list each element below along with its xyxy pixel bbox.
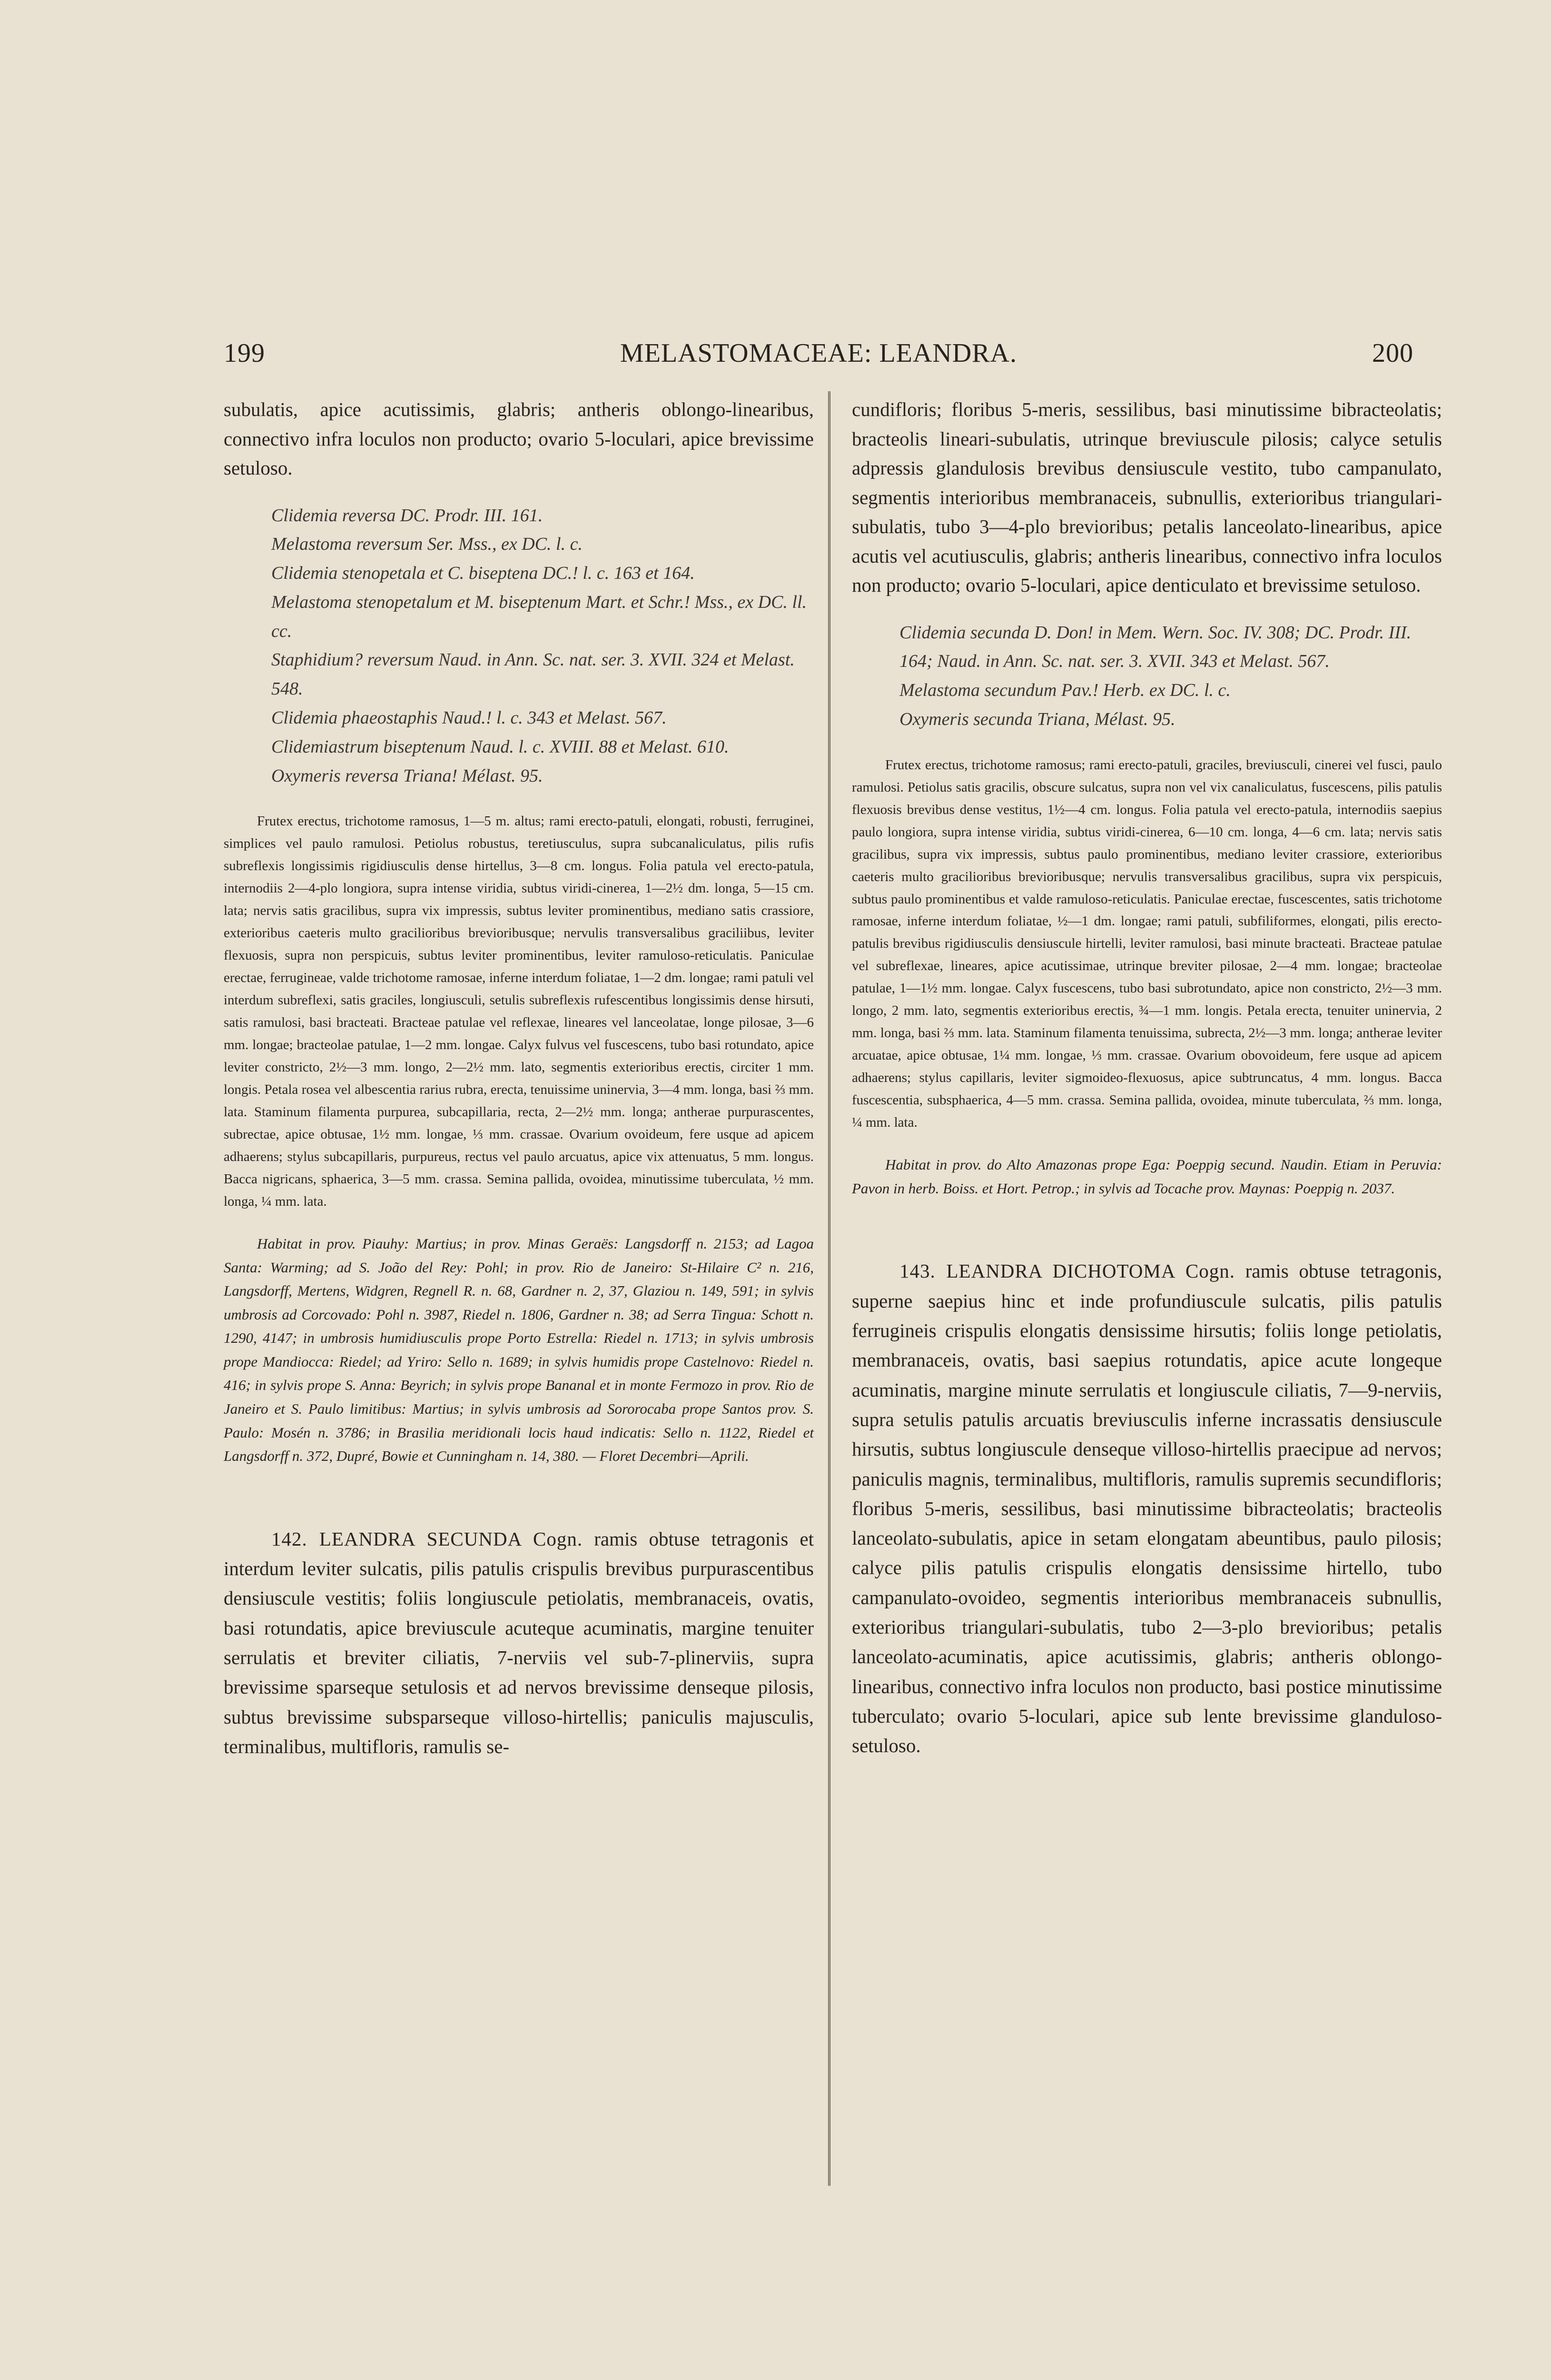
right-synonymy (852, 618, 1442, 734)
synonym: Melastoma secundum Pav.! Herb. ex DC. l. c. (899, 680, 1231, 701)
page-number-right: 200 (1372, 338, 1413, 368)
species-143-heading: 143. LEANDRA DICHOTOMA Cogn. (899, 1260, 1235, 1282)
species-142-diagnosis: ramis obtuse tetragonis et interdum leviter sulcatis, pilis patulis crispulis brevibus purpurascentibus densiuscule vestitis; foliis longiuscule petiolatis, membranaceis, ovatis, basi rotundatis, apice breviuscule acuteque acuminatis, margine tenuiter serrulatis et breviter ciliatis, 7-nerviis vel sub-7-plinerviis, supra brevissime sparseque setulosis et ad nervos brevissime denseque pilosis, subtus brevissime subsparseque villoso-hirtellis; paniculis majusculis, terminalibus, multifloris, ramulis se- (224, 1527, 814, 1758)
synonym: Staphidium? reversum Naud. in Ann. Sc. nat. ser. 3. XVII. 324 et Melast. 548. (271, 650, 795, 699)
synonym: Oxymeris secunda Triana, Mélast. 95. (899, 709, 1176, 729)
left-column (224, 395, 814, 1761)
synonym: Clidemia stenopetala et C. biseptena DC.! l. c. 163 et 164. (271, 563, 695, 584)
column-divider (828, 391, 830, 2186)
synonym: Melastoma stenopetalum et M. biseptenum Mart. et Schr.! Mss., ex DC. ll. cc. (271, 592, 807, 641)
synonym: Clidemia secunda D. Don! in Mem. Wern. Soc. IV. 308; DC. Prodr. III. 164; Naud. in Ann. Sc. nat. ser. 3. XVII. 343 et Melast. 567. (899, 622, 1412, 672)
synonym: Clidemia phaeostaphis Naud.! l. c. 343 et Melast. 567. (271, 708, 667, 728)
species-143 (852, 1256, 1442, 1760)
right-intro-text: cundifloris; floribus 5-meris, sessilibus, basi minutissime bibracteolatis; bracteolis lineari-subulatis, utrinque breviuscule pilosis; calyce setulis adpressis glandulosis brevibus densiuscule vestito, tubo campanulato, segmentis interioribus membranaceis, subnullis, exterioribus triangulari-subulatis, tubo 3—4-plo brevioribus; petalis lanceolato-linearibus, apice acutis vel acutiusculis, glabris; antheris linearibus, connectivo infra loculos non producto; ovario 5-loculari, apice denticulato et brevissime setuloso. (852, 398, 1442, 596)
left-intro-text: subulatis, apice acutissimis, glabris; antheris oblongo-linearibus, connectivo infra loculos non producto; ovario 5-loculari, apice brevissime setuloso. (224, 398, 814, 479)
left-description: Frutex erectus, trichotome ramosus, 1—5 m. altus; rami erecto-patuli, elongati, robusti, ferruginei, simplices vel paulo ramulosi. Petiolus robustus, teretiusculus, supra subcanaliculatus, pilis rufis subreflexis longissimis rigidiusculis dense hirtellus, 3—8 cm. longus. Folia patula vel erecto-patula, internodiis 2—4-plo longiora, supra intense viridia, subtus viridi-cinerea, 1—2½ dm. longa, 5—15 cm. lata; nervis satis gracilibus, supra vix impressis, subtus leviter prominentibus, mediano satis crassiore, exterioribus caeteris multo gracilioribus brevioribusque; nervulis transversalibus graciliibus, leviter flexuosis, supra non perspicuis, subtus leviter prominentibus, leviter ramuloso-reticulatis. Paniculae erectae, ferrugineae, valde trichotome ramosae, inferne interdum foliatae, 1—2 dm. longae; rami patuli vel interdum subreflexi, satis graciles, longiusculi, setulis subreflexis rufescentibus longissimis dense hirsuti, satis ramulosi, basi bracteati. Bracteae patulae vel reflexae, lineares vel lanceolatae, longe pilosae, 3—6 mm. longae; bracteolae patulae, 1—2 mm. longae. Calyx fulvus vel fuscescens, tubo basi rotundato, apice leviter constricto, 2½—3 mm. longo, 2—2½ mm. lato, segmentis exterioribus erectis, circiter 1 mm. longis. Petala rosea vel albescentia rarius rubra, erecta, tenuissime uninervia, 3—4 mm. longa, basi ⅔ mm. lata. Staminum filamenta purpurea, subcapillaria, recta, 2—2½ mm. longa; antherae purpurascentes, subrectae, apice obtusae, 1½ mm. longae, ⅓ mm. crassae. Ovarium ovoideum, fere usque ad apicem adhaerens; stylus subcapillaris, purpureus, rectus vel paulo arcuatus, apice vix attenuatus, 5 mm. longus. Bacca nigricans, sphaerica, 3—5 mm. crassa. Semina pallida, ovoidea, minutissime tuberculata, ½ mm. longa, ¼ mm. lata. (224, 813, 814, 1209)
right-habitat: Habitat in prov. do Alto Amazonas prope Ega: Poeppig secund. Naudin. Etiam in Peruvia: Pavon in herb. Boiss. et Hort. Petrop.; in sylvis ad Tocache prov. Maynas: Poeppig n. 2037. (852, 1156, 1442, 1197)
synonym: Clidemiastrum biseptenum Naud. l. c. XVIII. 88 et Melast. 610. (271, 736, 729, 757)
species-143-diagnosis: ramis obtuse tetragonis, superne saepius hinc et inde profundiuscule sulcatis, pilis patulis ferrugineis crispulis elongatis densissime hirsutis; foliis longe petiolatis, membranaceis, ovatis, basi saepius rotundatis, apice acute longeque acuminatis, margine minute serrulatis et longiuscule ciliatis, 7—9-nerviis, supra setulis patulis arcuatis breviusculis inferne incrassatis densiuscule hirsutis, subtus longiuscule denseque villoso-hirtellis praecipue ad nervos; paniculis magnis, terminalibus, multifloris, ramulis supremis secundifloris; floribus 5-meris, sessilibus, basi minutissime bibracteolatis; bracteolis lanceolato-subulatis, apice in setam elongatam abeuntibus, paulo pilosis; calyce pilis patulis crispulis elongatis densissime hirtello, tubo campanulato-ovoideo, segmentis interioribus membranaceis subnullis, exterioribus triangulari-subulatis, tubo 2—3-plo brevioribus; petalis lanceolato-acuminatis, apice acutissimis, glabris; antheris oblongo-linearibus, connectivo infra loculos non producto, basi postice minutissime tuberculato; ovario 5-loculari, apice sub lente brevissime glanduloso-setuloso. (852, 1260, 1442, 1757)
running-header (224, 338, 1413, 376)
left-habitat: Habitat in prov. Piauhy: Martius; in prov. Minas Geraës: Langsdorff n. 2153; ad Lagoa Santa: Warming; ad S. João del Rey: Pohl; in prov. Rio de Janeiro: St-Hilaire C² n. 216, Langsdorff, Mertens, Widgren, Regnell R. n. 68, Gardner n. 2, 37, Glaziou n. 149, 591; in sylvis umbrosis ad Corcovado: Pohl n. 3987, Riedel n. 1806, Gardner n. 38; ad Serra Tingua: Schott n. 1290, 4147; in umbrosis humidiusculis prope Porto Estrella: Riedel n. 1713; in sylvis umbrosis prope Mandiocca: Riedel; ad Yriro: Sello n. 1689; in sylvis humidis prope Castelnovo: Riedel n. 416; in sylvis prope S. Anna: Beyrich; in sylvis prope Bananal et in monte Fermozo in prov. Rio de Janeiro et S. Paulo limitibus: Martius; in sylvis umbrosis ad Sororocaba prope Santos prov. S. Paulo: Mosén n. 3786; in Brasilia meridionali locis haud indicatis: Sello n. 1122, Riedel et Langsdorff n. 372, Dupré, Bowie et Cunningham n. 14, 380. — Floret Decembri—Aprili. (224, 1235, 814, 1465)
species-142-heading: 142. LEANDRA SECUNDA Cogn. (271, 1527, 583, 1550)
synonym: Oxymeris reversa Triana! Mélast. 95. (271, 765, 543, 786)
right-column (852, 395, 1442, 1761)
left-synonymy (224, 501, 814, 791)
synonym: Melastoma reversum Ser. Mss., ex DC. l. c. (271, 534, 583, 555)
synonym: Clidemia reversa DC. Prodr. III. 161. (271, 505, 543, 526)
running-title: MELASTOMACEAE: LEANDRA. (620, 338, 1017, 368)
right-description: Frutex erectus, trichotome ramosus; rami erecto-patuli, graciles, breviusculi, cinerei vel fusci, paulo ramulosi. Petiolus satis gracilis, obscure sulcatus, supra non vel vix canaliculatus, fuscescens, pilis patulis flexuosis brevibus dense vestitus, 1½—4 cm. longus. Folia patula vel erecto-patula, internodiis saepius paulo longiora, supra intense viridia, subtus viridi-cinerea, 6—10 cm. longa, 4—6 cm. lata; nervis satis gracilibus, supra vix impressis, subtus paulo prominentibus, mediano leviter crassiore, exterioribus caeteris multo gracilioribus brevioribusque; nervulis transversalibus gracilibus, supra vix perspicuis, subtus paulo prominentibus et valde ramuloso-reticulatis. Paniculae erectae, fuscescentes, satis trichotome ramosae, inferne interdum foliatae, ½—1 dm. longae; rami patuli, subfiliformes, elongati, pilis erecto-patulis brevibus rigidiusculis densiuscule hirtelli, leviter ramulosi, basi minute bracteati. Bracteae patulae vel subreflexae, lineares, apice acutissimae, utrinque breviter pilosae, 2—4 mm. longae; bracteolae patulae, 1—1½ mm. longae. Calyx fuscescens, tubo basi subrotundato, apice non constricto, 2½—3 mm. longo, 2 mm. lato, segmentis exterioribus erectis, ¾—1 mm. longis. Petala erecta, tenuiter uninervia, 2 mm. longa, basi ⅔ mm. lata. Staminum filamenta tenuissima, subrecta, 2½—3 mm. longa; antherae leviter arcuatae, apice obtusae, 1¼ mm. longae, ⅓ mm. crassae. Ovarium obovoideum, fere usque ad apicem adhaerens; stylus capillaris, leviter sigmoideo-flexuosus, apice subtruncatus, 4 mm. longus. Bacca fuscescentia, subsphaerica, 4—5 mm. crassa. Semina pallida, ovoidea, minute tuberculata, ⅔ mm. longa, ¼ mm. lata. (852, 757, 1442, 1130)
species-142 (224, 1524, 814, 1762)
page-number-left: 199 (224, 338, 265, 368)
